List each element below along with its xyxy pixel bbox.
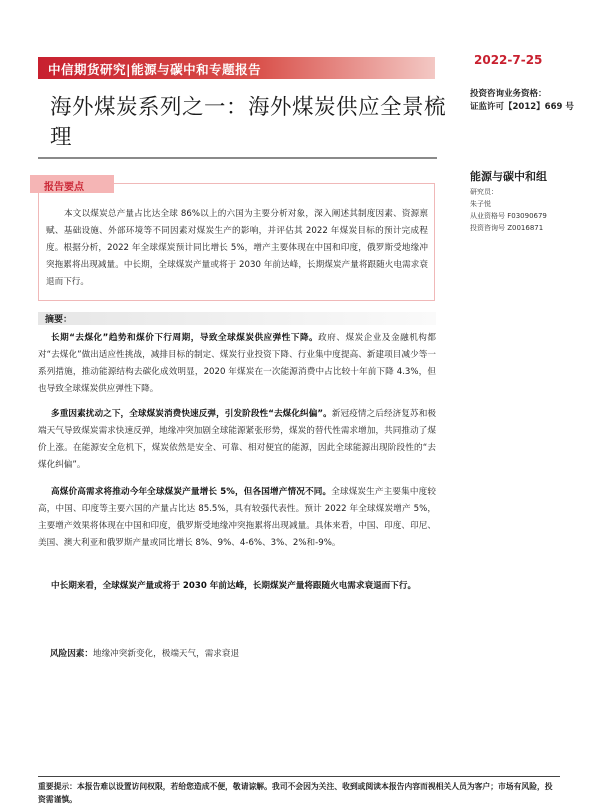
researcher-name: 朱子悦	[470, 200, 491, 208]
researcher-label: 研究员：	[470, 188, 498, 196]
license-label: 投资咨询业务资格：	[470, 89, 547, 99]
paragraph-3-body: 全球煤炭生产主要集中度较高，中国、印度等主要六国的产量占比达 85.5%，具有较强代表性。预计 2022 年全球煤炭增产 5%，主要增产效果将体现在中国和印度，俄罗斯受地缘冲突拖累将出现减量。具体来看，中国、印度、印尼、美国、澳大利亚和俄罗斯产量或同比增长 8%、9%、4-6%、3%、2%和-9%。	[38, 487, 436, 548]
report-date: 2022-7-25	[474, 53, 543, 67]
title-divider	[38, 157, 437, 159]
abstract-heading-label: 摘要：	[45, 315, 73, 325]
footer-disclaimer: 重要提示：本报告难以设置访问权限，若给您造成不便，敬请谅解。我司不会因为关注、收到或阅读本报告内容而视相关人员为客户；市场有风险，投资需谨慎。	[38, 782, 553, 804]
paragraph-3-lead: 高煤价高需求将推动今年全球煤炭产量增长 5%，但各国增产情况不同。	[51, 487, 332, 497]
paragraph-1-lead: 长期“去煤化”趋势和煤价下行周期，导致全球煤炭供应弹性下降。	[51, 333, 319, 343]
paragraph-4-lead: 中长期来看，全球煤炭产量或将于 2030 年前达峰，长期煤炭产量将跟随火电需求衰退而下行。	[51, 581, 417, 591]
summary-tag-label: 报告要点	[44, 182, 84, 193]
header-banner	[38, 57, 435, 79]
consult-number: 投资咨询号 Z0016871	[470, 224, 544, 232]
paragraph-1-body: 政府、煤炭企业及金融机构都对“去煤化”做出适应性挑战，减排目标的制定、煤炭行业投资下降、行业集中度提高、新建项目减少等一系列措施，推动能源结构去碳化成效明显，2020 年煤炭在一次能源消费中占比较十年前下降 4.3%，但也导致全球煤炭供应弹性下降。	[38, 333, 436, 394]
risk-factors	[50, 647, 239, 659]
footer-divider	[38, 776, 560, 777]
abstract-paragraph-2	[38, 406, 436, 474]
risk-text: 地缘冲突新变化，极端天气，需求衰退	[92, 649, 240, 659]
header-banner-text: 中信期货研究|能源与碳中和专题报告	[48, 62, 262, 77]
risk-label: 风险因素：	[50, 649, 93, 659]
paragraph-2-lead: 多重因素扰动之下，全球煤炭消费快速反弹，引发阶段性“去煤化纠偏”。	[51, 409, 332, 419]
abstract-paragraph-1	[38, 330, 436, 398]
research-group: 能源与碳中和组	[470, 170, 547, 183]
abstract-paragraph-4	[38, 578, 436, 595]
qualification-number: 从业资格号 F03090679	[470, 212, 547, 220]
summary-text: 本文以煤炭总产量占比达全球 86%以上的六国为主要分析对象，深入阐述其制度因素、资源禀赋、基础设施、外部环境等不同因素对煤炭生产的影响，并评估其 2022 年煤炭目标的预计完成程度。根据分析，2022 年全球煤炭预计同比增长 5%，增产主要体现在中国和印度，俄罗斯受地缘冲突拖累将出现减量。中长期，全球煤炭产量或将于 2030 年前达峰，长期煤炭产量将跟随火电需求衰退而下行。	[46, 209, 428, 287]
paragraph-2-body: 新冠疫情之后经济复苏和极端天气导致煤炭需求快速反弹，地缘冲突加剧全球能源紧张形势，煤炭的替代性需求增加，共同推动了煤价上涨。在能源安全危机下，煤炭依然是安全、可靠、相对便宜的能源，因此全球能源出现阶段性的“去煤化纠偏”。	[38, 409, 436, 470]
abstract-heading	[38, 312, 436, 325]
abstract-paragraph-3	[38, 484, 436, 552]
page-title: 海外煤炭系列之一：海外煤炭供应全景梳理	[50, 95, 447, 150]
summary-tag	[30, 175, 114, 193]
license-number: 证监许可【2012】669 号	[470, 102, 574, 112]
